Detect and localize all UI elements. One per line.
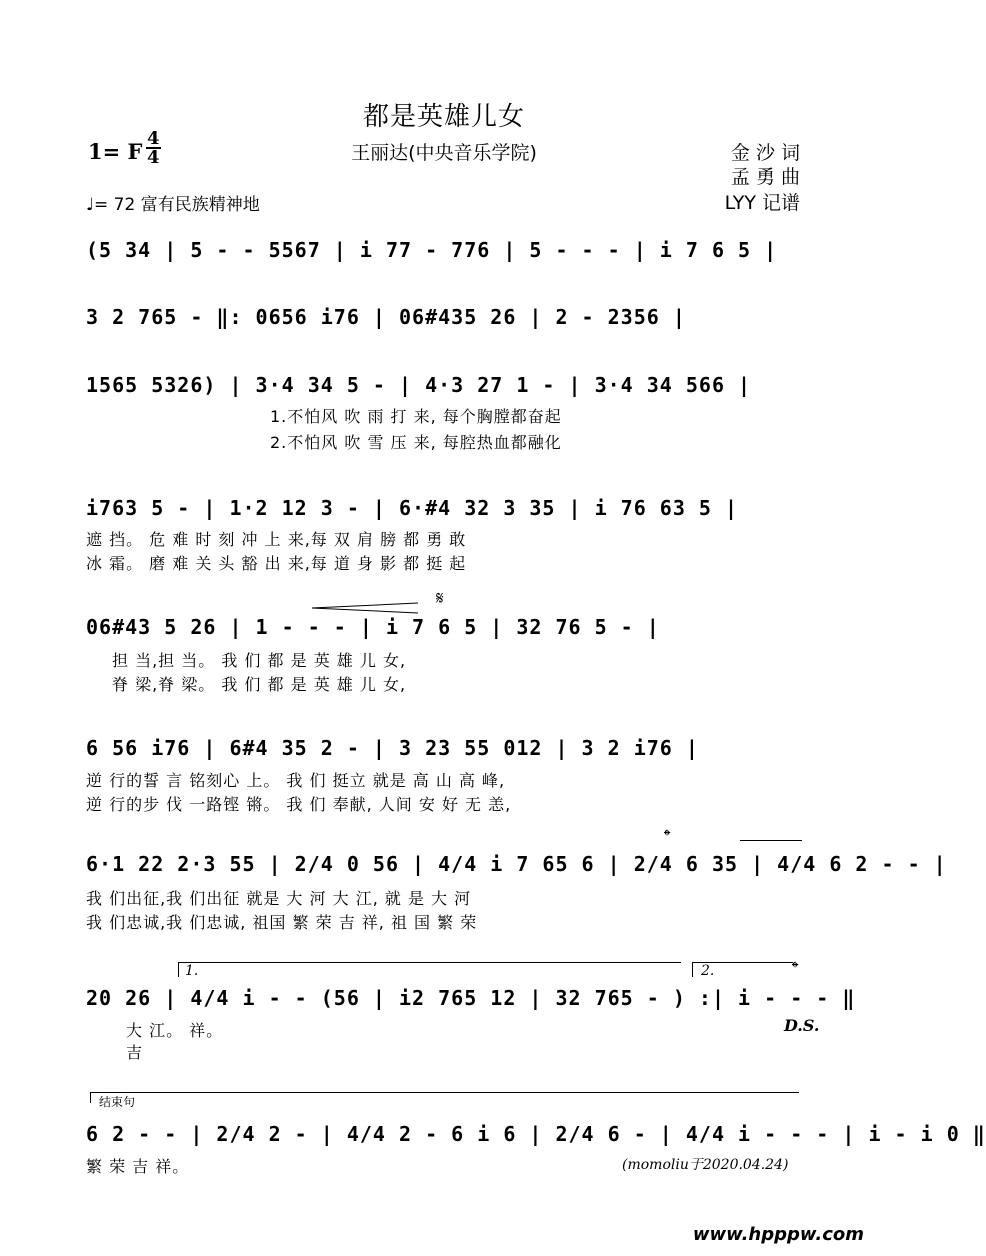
- lyrics-verse2-line6: 逆 行的步 伐 一路铿 锵。 我 们 奉献, 人间 安 好 无 恙,: [86, 795, 512, 814]
- score-system-2: 3 2 765 - ‖: 0656 i76 | 06#435 26 | 2 - 2356 |: [86, 305, 686, 329]
- lyrics-verse2-line3: 2.不怕风 吹 雪 压 来, 每腔热血都融化: [270, 433, 562, 452]
- coda-mark: 𝄌: [664, 826, 671, 847]
- volta-1-bracket: [178, 962, 681, 977]
- tempo-marking: ♩= 72 富有民族精神地: [86, 195, 260, 215]
- lyrics-verse1-line6: 逆 行的誓 言 铭刻心 上。 我 们 挺立 就是 高 山 高 峰,: [86, 771, 506, 790]
- lyrics-verse2-line7: 我 们忠诚,我 们忠诚, 祖国 繁 荣 吉 祥, 祖 国 繁 荣: [86, 913, 478, 932]
- volta-1-label: 1.: [185, 963, 199, 979]
- score-system-3: 1565 5326) | 3·4 34 5 - | 4·3 27 1 - | 3·4 34 566 |: [86, 373, 752, 397]
- lyrics-verse2-line4: 冰 霜。 磨 难 关 头 豁 出 来,每 道 身 影 都 挺 起: [86, 554, 467, 573]
- lyrics-verse1-line5: 担 当,担 当。 我 们 都 是 英 雄 儿 女,: [112, 651, 407, 670]
- lyrics-verse2-line8: 吉: [126, 1043, 144, 1062]
- crescendo-hairpin: [312, 598, 418, 608]
- score-system-8: 20 26 | 4/4 i - - (56 | i2 765 12 | 32 765 - ) :| i - - - ‖: [86, 986, 856, 1010]
- time-signature-top: 4: [147, 128, 160, 149]
- lyrics-verse1-line7: 我 们出征,我 们出征 就是 大 河 大 江, 就 是 大 河: [86, 889, 472, 908]
- composer: 孟 勇 曲: [730, 166, 800, 188]
- performer: 王丽达(中央音乐学院): [351, 142, 537, 164]
- lyricist: 金 沙 词: [730, 142, 800, 164]
- volta-2-bracket: [692, 962, 793, 977]
- time-signature-bottom: 4: [147, 147, 160, 168]
- signature-note: (momoliu于2020.04.24): [622, 1157, 789, 1173]
- transcriber: LYY 记谱: [724, 192, 800, 214]
- score-system-1: (5 34 | 5 - - 5567 | i 77 - 776 | 5 - - - | i 7 6 5 |: [86, 238, 778, 262]
- lyrics-verse1-line4: 遮 挡。 危 难 时 刻 冲 上 来,每 双 肩 膀 都 勇 敢: [86, 530, 467, 549]
- score-system-7: 6·1 22 2·3 55 | 2/4 0 56 | 4/4 i 7 65 6 | 2/4 6 35 | 4/4 6 2 - - |: [86, 852, 947, 876]
- score-system-5: 06#43 5 26 | 1 - - - | i 7 6 5 | 32 76 5 - |: [86, 615, 660, 639]
- page-title: 都是英雄儿女: [362, 102, 525, 132]
- score-system-9: 6 2 - - | 2/4 2 - | 4/4 2 - 6 i 6 | 2/4 6 - | 4/4 i - - - | i - i 0 ‖: [86, 1122, 986, 1146]
- coda-mark-2: 𝄌: [792, 958, 799, 979]
- dal-segno: D.S.: [784, 1016, 820, 1035]
- score-system-4: i763 5 - | 1·2 12 3 - | 6·#4 32 3 35 | i 76 63 5 |: [86, 496, 739, 520]
- trill-line: [740, 840, 802, 841]
- key-signature: 1= F: [88, 139, 143, 164]
- volta-2-label: 2.: [701, 963, 715, 979]
- segno-mark: 𝄋: [436, 588, 444, 609]
- lyrics-verse2-line5: 脊 梁,脊 梁。 我 们 都 是 英 雄 儿 女,: [112, 675, 407, 694]
- ending-bracket: [90, 1092, 799, 1109]
- lyrics-verse1-line3: 1.不怕风 吹 雨 打 来, 每个胸膛都奋起: [270, 407, 562, 426]
- ending-label: 结束句: [99, 1095, 136, 1109]
- score-system-6: 6 56 i76 | 6#4 35 2 - | 3 23 55 012 | 3 2 i76 |: [86, 736, 699, 760]
- website-watermark: www.hpppw.com: [692, 1224, 864, 1245]
- lyrics-verse1-line9: 繁 荣 吉 祥。: [86, 1157, 190, 1176]
- lyrics-verse1-line8: 大 江。 祥。: [126, 1021, 224, 1040]
